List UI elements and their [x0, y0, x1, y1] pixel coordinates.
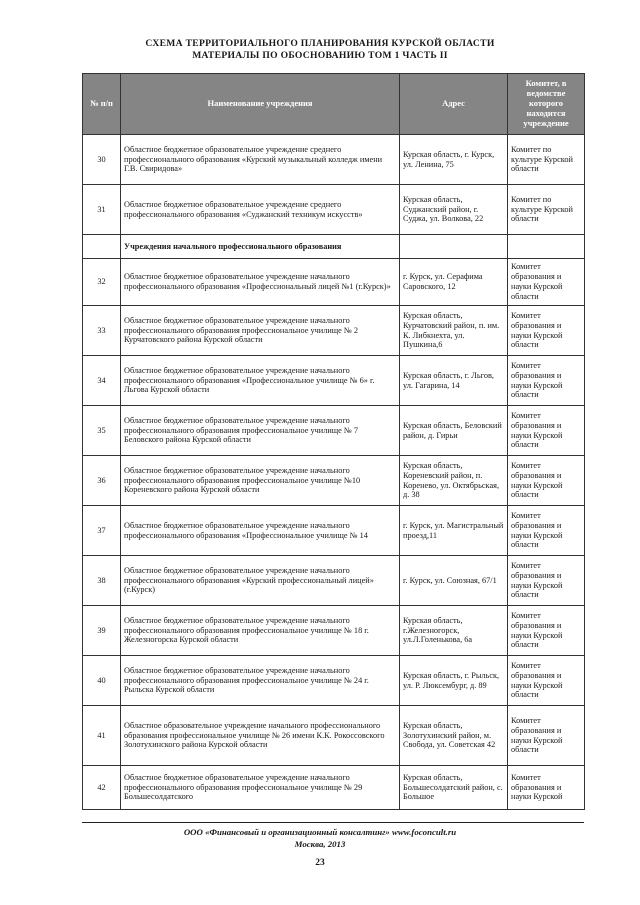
- institution-committee: Комитет образования и науки Курской области: [508, 356, 585, 406]
- institution-address: Курская область, г. Льгов, ул. Гагарина, 14: [400, 356, 508, 406]
- table-row: [83, 259, 585, 306]
- column-header-number: № п/п: [83, 74, 121, 135]
- row-number: 41: [83, 706, 121, 766]
- row-number: 34: [83, 356, 121, 406]
- institution-committee: Комитет по культуре Курской области: [508, 135, 585, 185]
- institution-name: Областное бюджетное образовательное учреждение начального профессионального образования профессиональное училище № 24 г. Рыльска Курской области: [121, 656, 400, 706]
- institution-committee: [508, 235, 585, 259]
- table-row: [83, 306, 585, 356]
- table-row: [83, 135, 585, 185]
- table-row: [83, 766, 585, 810]
- institution-address: Курская область, Суджанский район, г. Суджа, ул. Волкова, 22: [400, 185, 508, 235]
- footer-city-year: Москва, 2013: [294, 839, 346, 849]
- row-number: 33: [83, 306, 121, 356]
- row-number: [83, 235, 121, 259]
- column-header-address: Адрес: [400, 74, 508, 135]
- row-number: 39: [83, 606, 121, 656]
- table-row: [83, 706, 585, 766]
- institution-name: Областное бюджетное образовательное учреждение начального профессионального образования профессиональное училище №10 Кореневского района Курской области: [121, 456, 400, 506]
- institution-address: Курская область, г. Рыльск, ул. Р. Люксембург, д. 89: [400, 656, 508, 706]
- row-number: 42: [83, 766, 121, 810]
- row-number: 35: [83, 406, 121, 456]
- institution-address: Курская область, Кореневский район, п. Коренево, ул. Октябрьская, д. 38: [400, 456, 508, 506]
- institution-address: г. Курск, ул. Союзная, 67/1: [400, 556, 508, 606]
- row-number: 31: [83, 185, 121, 235]
- document-footer: [0, 826, 640, 850]
- institution-name: Областное бюджетное образовательное учреждение среднего профессионального образования «Курский музыкальный колледж имени Г.В. Свиридова»: [121, 135, 400, 185]
- row-number: 30: [83, 135, 121, 185]
- table-row: [83, 406, 585, 456]
- institution-committee: Комитет образования и науки Курской: [508, 766, 585, 810]
- row-number: 40: [83, 656, 121, 706]
- institution-committee: Комитет образования и науки Курской области: [508, 456, 585, 506]
- institution-address: Курская область, Курчатовский район, п. им. К. Либкнехта, ул. Пушкина,6: [400, 306, 508, 356]
- institution-committee: Комитет образования и науки Курской области: [508, 306, 585, 356]
- table-row: [83, 185, 585, 235]
- institution-address: Курская область, Золотухинский район, м. Свобода, ул. Советская 42: [400, 706, 508, 766]
- institution-name: Областное бюджетное образовательное учреждение начального профессионального образования «Профессиональное училище № 14: [121, 506, 400, 556]
- institution-address: г. Курск, ул. Магистральный проезд,11: [400, 506, 508, 556]
- institution-address: Курская область, Большесолдатский район, с. Большое: [400, 766, 508, 810]
- table-row: [83, 556, 585, 606]
- table-row: [83, 506, 585, 556]
- table-row: [83, 356, 585, 406]
- institution-committee: Комитет образования и науки Курской области: [508, 259, 585, 306]
- institution-name: Областное бюджетное образовательное учреждение среднего профессионального образования «Суджанский техникум искусств»: [121, 185, 400, 235]
- institution-name: Учреждения начального профессионального образования: [121, 235, 400, 259]
- document-header: [0, 38, 640, 62]
- institution-name: Областное бюджетное образовательное учреждение начального профессионального образования «Курский профессиональный лицей» (г.Курск): [121, 556, 400, 606]
- institution-name: Областное бюджетное образовательное учреждение начального профессионального образования профессиональное училище № 18 г. Железногорска Курской области: [121, 606, 400, 656]
- table-body: [83, 135, 585, 810]
- page-number: 23: [315, 858, 325, 868]
- institution-name: Областное образовательное учреждение начального профессионального образования профессиональное училище № 26 имени К.К. Рокоссовского Золотухинского района Курской области: [121, 706, 400, 766]
- table-row: [83, 656, 585, 706]
- header-title: СХЕМА ТЕРРИТОРИАЛЬНОГО ПЛАНИРОВАНИЯ КУРСКОЙ ОБЛАСТИ: [145, 38, 495, 49]
- institution-committee: Комитет образования и науки Курской области: [508, 706, 585, 766]
- footer-divider: [82, 822, 584, 823]
- institution-name: Областное бюджетное образовательное учреждение начального профессионального образования «Профессиональный лицей №1 (г.Курск)»: [121, 259, 400, 306]
- institution-committee: Комитет образования и науки Курской области: [508, 406, 585, 456]
- institution-name: Областное бюджетное образовательное учреждение начального профессионального образования профессиональное училище № 7 Беловского района Курской области: [121, 406, 400, 456]
- institution-committee: Комитет образования и науки Курской области: [508, 606, 585, 656]
- institution-committee: Комитет образования и науки Курской области: [508, 556, 585, 606]
- section-row: [83, 235, 585, 259]
- institution-committee: Комитет образования и науки Курской области: [508, 656, 585, 706]
- footer-company: ООО «Финансовый и организационный консалтинг» www.foconcult.ru: [183, 827, 457, 837]
- institution-address: Курская область, г. Курск, ул. Ленина, 75: [400, 135, 508, 185]
- institution-committee: Комитет образования и науки Курской области: [508, 506, 585, 556]
- institution-committee: Комитет по культуре Курской области: [508, 185, 585, 235]
- table-header-row: [83, 74, 585, 135]
- institution-address: [400, 235, 508, 259]
- row-number: 37: [83, 506, 121, 556]
- institution-address: Курская область, Беловский район, д. Гирьи: [400, 406, 508, 456]
- institution-name: Областное бюджетное образовательное учреждение начального профессионального образования профессиональное училище № 2 Курчатовского района Курской области: [121, 306, 400, 356]
- row-number: 38: [83, 556, 121, 606]
- header-subtitle: МАТЕРИАЛЫ ПО ОБОСНОВАНИЮ ТОМ 1 ЧАСТЬ II: [192, 50, 448, 61]
- institutions-table: [82, 73, 585, 810]
- row-number: 36: [83, 456, 121, 506]
- row-number: 32: [83, 259, 121, 306]
- column-header-committee: Комитет, в ведомстве которого находится учреждение: [508, 74, 585, 135]
- table-row: [83, 456, 585, 506]
- table-row: [83, 606, 585, 656]
- institution-address: г. Курск, ул. Серафима Саровского, 12: [400, 259, 508, 306]
- institution-name: Областное бюджетное образовательное учреждение начального профессионального образования «Профессиональное училище № 6» г. Льгова Курской области: [121, 356, 400, 406]
- column-header-name: Наименование учреждения: [121, 74, 400, 135]
- institution-name: Областное бюджетное образовательное учреждение начального профессионального образования профессиональное училище № 29 Большесолдатского: [121, 766, 400, 810]
- institution-address: Курская область, г.Железногорск, ул.Л.Голенькова, 6а: [400, 606, 508, 656]
